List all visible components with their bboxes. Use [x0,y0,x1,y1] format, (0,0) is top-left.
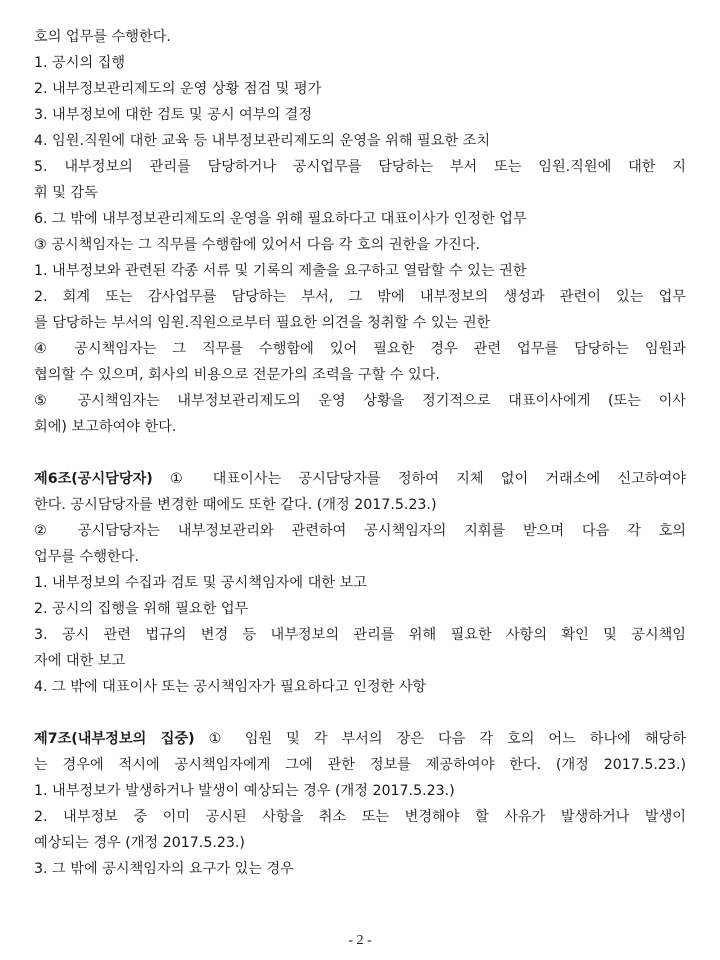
text-line [34,830,686,856]
text-line [34,570,686,596]
text-line [34,258,686,284]
text-line [34,206,686,232]
text-line [34,154,686,180]
line-text: ① 임원 및 각 부서의 장은 다음 각 호의 어느 하나에 해당하 [194,731,686,747]
line-text: 1. 공시의 집행 [34,55,126,71]
text-line [34,492,686,518]
text-line [34,388,686,414]
line-text: 1. 내부정보와 관련된 각종 서류 및 기록의 제출을 요구하고 열람할 수 있는 권한 [34,263,527,279]
line-text: 업무를 수행한다. [34,549,139,565]
line-text: 1. 내부정보가 발생하거나 발생이 예상되는 경우 (개정 2017.5.23.) [34,783,455,799]
article-heading: 제6조(공시담당자) [34,471,153,487]
text-line [34,466,686,492]
text-line [34,102,686,128]
text-line [34,752,686,778]
line-text: 3. 내부정보에 대한 검토 및 공시 여부의 결정 [34,107,313,123]
text-line [34,856,686,882]
line-text: 3. 공시 관련 법규의 변경 등 내부정보의 관리를 위해 필요한 사항의 확인 및 공시책임 [34,627,686,643]
text-line [34,310,686,336]
article-heading: 제7조(내부정보의 집중) [34,731,195,747]
line-text: 를 담당하는 부서의 임원.직원으로부터 필요한 의견을 청취할 수 있는 권한 [34,315,491,331]
paragraph-gap [34,440,686,466]
line-text: 2. 내부정보관리제도의 운영 상황 점검 및 평가 [34,81,322,97]
line-text: 호의 업무를 수행한다. [34,29,171,45]
line-text: 회에) 보고하여야 한다. [34,419,177,435]
text-line [34,414,686,440]
page-number: - 2 - [348,933,372,948]
text-line [34,24,686,50]
line-text: 2. 내부정보 중 이미 공시된 사항을 취소 또는 변경해야 할 사유가 발생하거나 발생이 [34,809,686,825]
text-line [34,804,686,830]
text-line [34,50,686,76]
line-text: 자에 대한 보고 [34,653,126,669]
line-text: 4. 임원.직원에 대한 교육 등 내부정보관리제도의 운영을 위해 필요한 조치 [34,133,491,149]
line-text: 는 경우에 적시에 공시책임자에게 그에 관한 정보를 제공하여야 한다. (개정 2017.5.23.) [34,757,686,773]
line-text: 4. 그 밖에 대표이사 또는 공시책임자가 필요하다고 인정한 사항 [34,679,427,695]
line-text: ① 대표이사는 공시담당자를 정하여 지체 없이 거래소에 신고하여야 [152,471,686,487]
document-body [34,24,686,882]
line-text: 예상되는 경우 (개정 2017.5.23.) [34,835,245,851]
text-line [34,778,686,804]
text-line [34,362,686,388]
paragraph-gap [34,700,686,726]
text-line [34,622,686,648]
line-text: 3. 그 밖에 공시책임자의 요구가 있는 경우 [34,861,294,877]
line-text: ⑤ 공시책임자는 내부정보관리제도의 운영 상황을 정기적으로 대표이사에게 (또는 이사 [34,393,686,409]
line-text: 2. 회계 또는 감사업무를 담당하는 부서, 그 밖에 내부정보의 생성과 관련이 있는 업무 [34,289,686,305]
text-line [34,76,686,102]
line-text: 6. 그 밖에 내부정보관리제도의 운영을 위해 필요하다고 대표이사가 인정한 업무 [34,211,527,227]
text-line [34,284,686,310]
line-text: 휘 및 감독 [34,185,98,201]
text-line [34,336,686,362]
line-text: 2. 공시의 집행을 위해 필요한 업무 [34,601,249,617]
text-line [34,544,686,570]
line-text: ② 공시담당자는 내부정보관리와 관련하여 공시책임자의 지휘를 받으며 다음 각 호의 [34,523,686,539]
line-text: 5. 내부정보의 관리를 담당하거나 공시업무를 담당하는 부서 또는 임원.직원에 대한 지 [34,159,686,175]
line-text: ④ 공시책임자는 그 직무를 수행함에 있어 필요한 경우 관련 업무를 담당하는 임원과 [34,341,686,357]
text-line [34,128,686,154]
text-line [34,674,686,700]
text-line [34,648,686,674]
line-text: 협의할 수 있으며, 회사의 비용으로 전문가의 조력을 구할 수 있다. [34,367,440,383]
line-text: 한다. 공시담당자를 변경한 때에도 또한 같다. (개정 2017.5.23.) [34,497,437,513]
line-text: ③ 공시책임자는 그 직무를 수행함에 있어서 다음 각 호의 권한을 가진다. [34,237,481,253]
text-line [34,232,686,258]
text-line [34,518,686,544]
text-line [34,180,686,206]
text-line [34,726,686,752]
text-line [34,596,686,622]
line-text: 1. 내부정보의 수집과 검토 및 공시책임자에 대한 보고 [34,575,367,591]
